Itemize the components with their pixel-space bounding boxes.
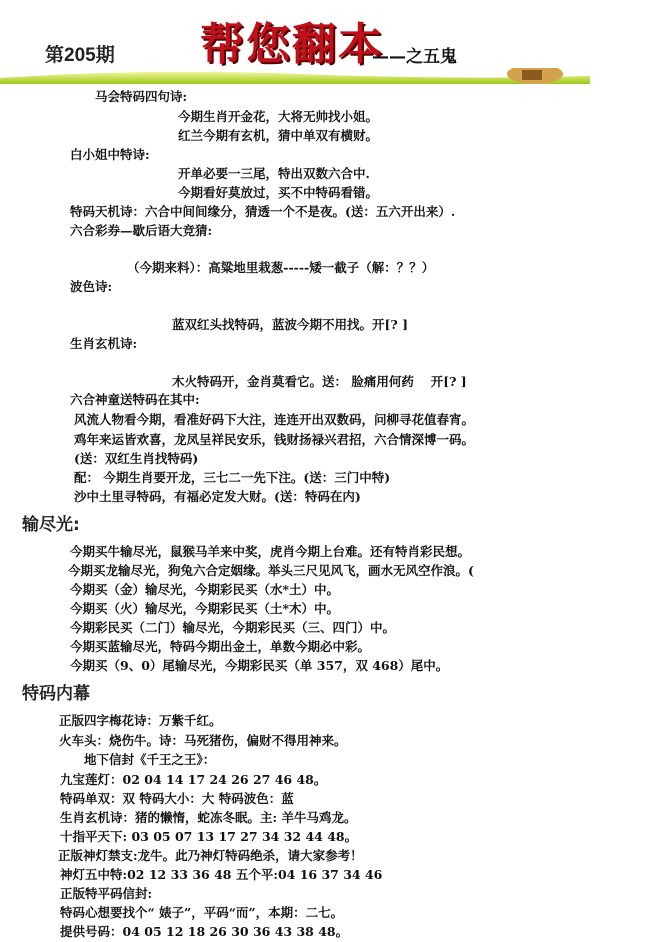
inside-line: 生肖玄机诗：猪的懒惰，蛇冻冬眠。主: 羊牛马鸡龙。 [60,810,357,825]
page-subtitle: ——之五鬼 [372,47,457,67]
inside-line: 十指平天下: 03 05 07 13 17 27 34 32 44 48。 [60,829,358,844]
inside-line: 特码单双：双 特码大小：大 特码波色：蓝 [60,791,294,806]
inside-line: 特码心想要找个“ 婊子”，平码“而”，本期：二七。 [60,905,344,920]
poem-line: 今期生肖开金花，大将无帅找小姐。 [178,109,379,124]
banner-decoration [0,68,590,84]
inside-line: 地下信封《千王之王》： [84,752,216,767]
poem-heading: 六合彩券—歇后语大竞猜: [70,223,213,238]
poem-line: 今期看好莫放过，买不中特码看错。 [178,185,379,200]
poem-line: (送：双红生肖找特码) [74,451,199,466]
poem-line: 沙中土里寻特码，有福必定发大财。(送：特码在内) [74,489,361,504]
poem-heading: 波色诗: [70,279,113,294]
lose-all-line: 今期买（火）输尽光，今期彩民买（土*木）中。 [70,601,340,616]
inside-line: 正版神灯禁支:龙牛。此乃神灯特码绝杀，请大家参考！ [58,848,363,863]
issue-number: 第205期 [45,45,115,66]
page-title: 帮您翻本 [200,19,384,70]
lose-all-line: 今期买（9、0）尾输尽光，今期彩民买（单 357，双 468）尾中。 [70,658,449,673]
poem-heading: 生肖玄机诗: [70,336,138,351]
poem-line: 配： 今期生肖要开龙，三七二一先下注。(送：三门中特) [74,470,391,485]
poem-line: 红兰今期有玄机，猜中单双有横财。 [178,128,379,143]
inside-line: 提供号码：04 05 12 18 26 30 36 43 38 48。 [60,924,349,939]
poem-line: 风流人物看今期，看准好码下大注，连连开出双数码，问柳寻花值春宵。 [74,412,475,427]
lose-all-line: 今期买（金）输尽光，今期彩民买（水*土）中。 [70,582,340,597]
poem-line: 开单必要一三尾，特出双数六合中. [178,166,370,181]
section-heading-inside: 特码内幕 [22,684,90,704]
section-heading-lose-all: 输尽光: [22,515,80,535]
lose-all-line: 今期彩民买（二门）输尽光，今期彩民买（三、四门）中。 [70,620,396,635]
inside-line: 正版四字梅花诗：万紫千红。 [59,713,222,728]
poem-line: 木火特码开，金肖莫看它。送： 脸痛用何药 开[? ] [172,374,467,389]
inside-line: 神灯五中特:02 12 33 36 48 五个平:04 16 37 34 46 [60,867,383,882]
poem-heading: 白小姐中特诗: [70,147,150,162]
inside-line: 火车头：烧伤牛。诗：马死猪伤，偏财不得用神来。 [59,733,347,748]
poem-line: 蓝双红头找特码，蓝波今期不用找。开[? ] [172,317,409,332]
lose-all-line: 今期买蓝输尽光，特码今期出金土，单数今期必中彩。 [70,639,371,654]
inside-line: 九宝莲灯：02 04 14 17 24 26 27 46 48。 [60,772,327,787]
poem-heading: 马会特码四句诗: [95,89,188,104]
poem-line: （今期来料）：高粱地里栽葱-----矮一截子（解：？？） [127,260,435,275]
lose-all-line: 今期买牛输尽光，鼠猴马羊来中奖，虎肖今期上台难。还有特肖彩民想。 [70,544,471,559]
poem-line: 鸡年来运皆欢喜，龙凤呈祥民安乐，钱财扬禄兴君招，六合情深博一码。 [74,432,475,447]
poem-heading: 六合神童送特码在其中: [70,392,200,407]
lose-all-line: 今期买龙输尽光，狗兔六合定姻缘。举头三尺见风飞，画水无风空作浪。( [68,563,474,578]
poem-line: 特码天机诗：六合中间间缘分，猜透一个不是夜。(送：五六开出来）. [70,204,456,219]
inside-line: 正版特平码信封: [60,886,153,901]
